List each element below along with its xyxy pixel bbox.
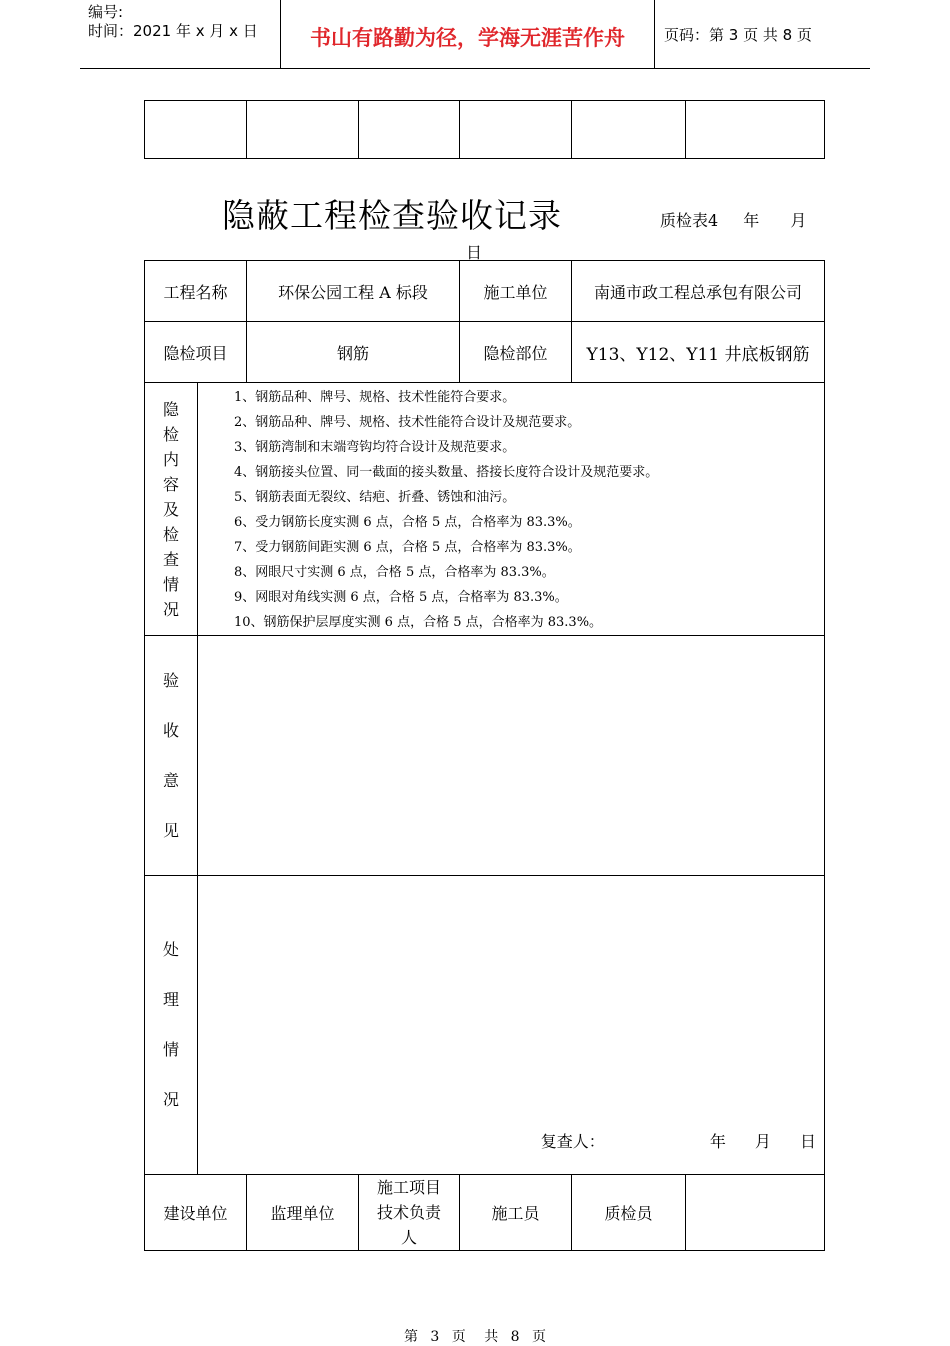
label-char: 处: [162, 940, 179, 959]
header-divider: [654, 0, 655, 68]
contractor-label: 施工单位: [460, 261, 572, 322]
label-char: 情: [162, 1040, 179, 1059]
label-char: 检: [162, 424, 179, 444]
label-char: 及: [162, 499, 179, 519]
label-char: 隐: [162, 399, 179, 419]
inspection-line: 8、网眼尺寸实测 6 点，合格 5 点，合格率为 83.3%。: [234, 565, 555, 580]
handling-label: [145, 876, 198, 1175]
location-value: Y13、Y12、Y11 井底板钢筋: [572, 322, 825, 383]
signature-tech-lead: 施工项目技术负责人: [359, 1175, 460, 1251]
page-footer: [0, 1326, 950, 1346]
location-label: 隐检部位: [460, 322, 572, 383]
empty-cell: [145, 101, 247, 159]
inspection-line: 7、受力钢筋间距实测 6 点，合格 5 点，合格率为 83.3%。: [234, 540, 581, 555]
label-char: 理: [162, 990, 179, 1009]
inspection-line: 1、钢筋品种、牌号、规格、技术性能符合要求。: [234, 390, 516, 405]
recheck-label: 复查人：: [540, 1132, 605, 1151]
signature-supervisor: 监理单位: [247, 1175, 359, 1251]
recheck-day: 日: [800, 1132, 817, 1151]
inspection-line: 4、钢筋接头位置、同一截面的接头数量、搭接长度符合设计及规范要求。: [234, 465, 659, 480]
form-number-label: 质检表4: [660, 211, 719, 230]
label-char: 情: [162, 574, 179, 594]
item-label: 隐检项目: [145, 322, 247, 383]
label-char: 况: [162, 1090, 179, 1109]
footer-text: 页: [532, 1329, 547, 1345]
footer-text: 页: [451, 1329, 466, 1345]
empty-cell: [247, 101, 359, 159]
label-char: 查: [162, 549, 179, 569]
inspection-line: 5、钢筋表面无裂纹、结疤、折叠、锈蚀和油污。: [234, 490, 516, 505]
footer-total-pages: 8: [510, 1329, 520, 1345]
inspection-content-label: [145, 383, 198, 636]
label-char: 内: [162, 449, 179, 469]
form-number: [660, 208, 806, 231]
empty-cell: [359, 101, 460, 159]
header-meta: [88, 3, 258, 41]
doc-time-label: 时间：2021 年 x 月 x 日: [88, 22, 258, 40]
inspection-line: 10、钢筋保护层厚度实测 6 点，合格 5 点，合格率为 83.3%。: [234, 615, 603, 630]
item-value: 钢筋: [247, 322, 460, 383]
label-char: 容: [162, 474, 179, 494]
header-page-info: 页码：第 3 页 共 8 页: [664, 26, 812, 44]
doc-number-label: 编号:: [88, 3, 124, 21]
footer-page-number: 3: [430, 1329, 440, 1345]
footer-text: 第: [403, 1329, 418, 1345]
project-name-value: 环保公园工程 A 标段: [247, 261, 460, 322]
signature-owner: 建设单位: [145, 1175, 247, 1251]
label-char: 况: [162, 599, 179, 619]
handling-content: [198, 876, 825, 1175]
inspection-record-table: [144, 260, 825, 1251]
recheck-line: [541, 1129, 816, 1152]
empty-cell: [460, 101, 572, 159]
label-char: 收: [162, 720, 179, 740]
acceptance-opinion-label: [145, 636, 198, 876]
footer-text: 共: [484, 1329, 499, 1345]
empty-cell: [572, 101, 686, 159]
label-char: 检: [162, 524, 179, 544]
form-year-label: 年: [743, 211, 760, 230]
header-motto: 书山有路勤为径，学海无涯苦作舟: [310, 26, 625, 50]
recheck-month: 月: [754, 1132, 771, 1151]
page-header: [80, 0, 870, 69]
form-month-label: 月: [790, 211, 807, 230]
empty-cell: [686, 101, 825, 159]
contractor-value: 南通市政工程总承包有限公司: [572, 261, 825, 322]
label-char: 意: [162, 770, 179, 790]
label-char: 见: [162, 820, 179, 840]
inspection-line: 6、受力钢筋长度实测 6 点，合格 5 点，合格率为 83.3%。: [234, 515, 581, 530]
project-name-label: 工程名称: [145, 261, 247, 322]
form-title: 隐蔽工程检查验收记录: [222, 196, 562, 235]
recheck-year: 年: [709, 1132, 726, 1151]
form-day-label: 日: [466, 243, 483, 262]
acceptance-opinion-content: [198, 636, 825, 876]
previous-form-remnant-table: [144, 100, 825, 159]
signature-empty: [686, 1175, 825, 1251]
label-char: 验: [162, 670, 179, 690]
signature-inspector: 质检员: [572, 1175, 686, 1251]
inspection-content: [198, 383, 825, 636]
inspection-line: 2、钢筋品种、牌号、规格、技术性能符合设计及规范要求。: [234, 415, 581, 430]
inspection-line: 9、网眼对角线实测 6 点，合格 5 点，合格率为 83.3%。: [234, 590, 568, 605]
signature-builder: 施工员: [460, 1175, 572, 1251]
inspection-line: 3、钢筋湾制和末端弯钩均符合设计及规范要求。: [234, 440, 516, 455]
